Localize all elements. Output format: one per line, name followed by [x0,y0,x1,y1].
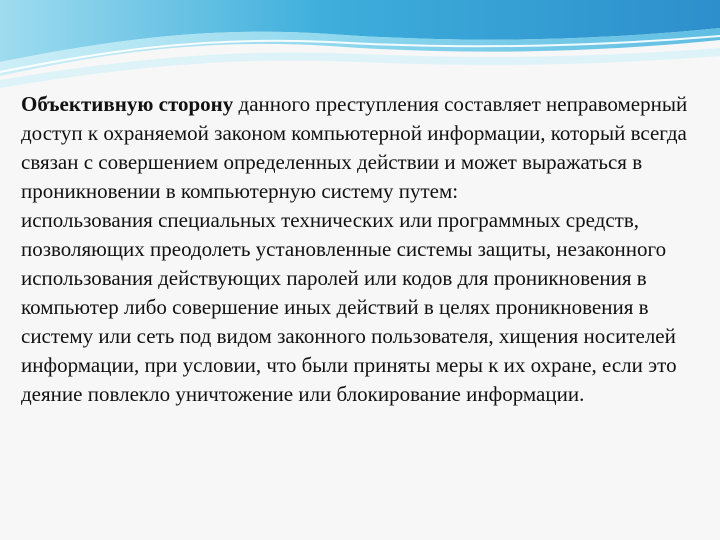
paragraph-methods: использования специальных технических или программных средств, позволяющих преодолеть установленные системы защиты, незаконного использования действующих паролей или кодов для проникновения в компьютер либо совершение иных действий в целях проникновения в систему или сеть под видом законного пользователя, хищения носителей информации, при условии, что были приняты меры к их охране, если это деяние повлекло уничтожение или блокирование информации. [21,208,677,406]
paragraph-objective-side [21,90,701,206]
paragraph-1-text: данного преступления составляет неправомерный доступ к охраняемой законом компьютерной информации, который всегда связан с совершением определенных действии и может выражаться в проникновении в компьютерную систему путем: [21,92,688,203]
header-wave-decoration [0,0,720,90]
bold-lead-term: Объективную сторону [21,92,234,116]
slide-body [21,90,701,409]
